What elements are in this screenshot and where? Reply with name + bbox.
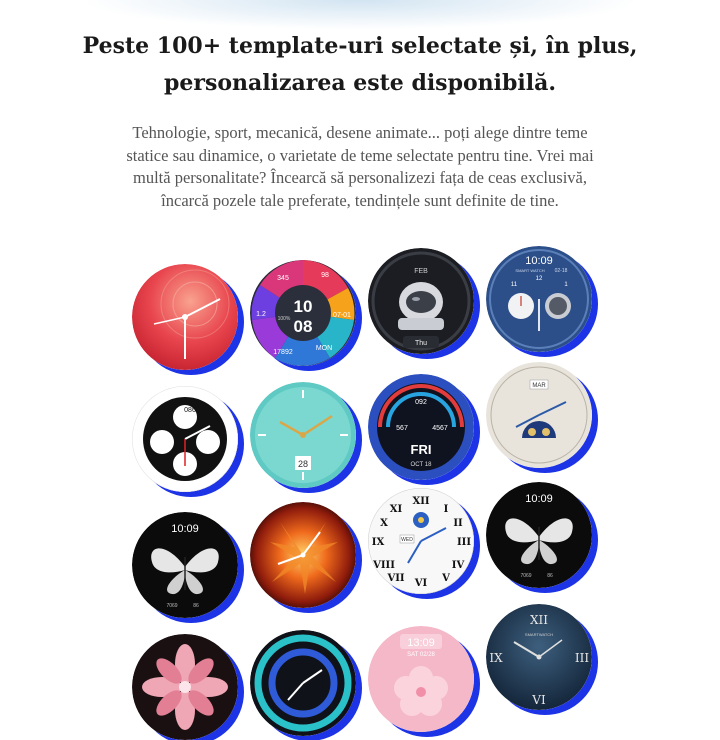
svg-text:III: III <box>456 537 472 548</box>
face8-month: MAR <box>532 383 546 389</box>
face15-date: SAT 02/28 <box>407 652 435 658</box>
face4-brand: SMART WATCH <box>515 268 545 273</box>
description <box>40 122 680 212</box>
face3-date: FEB <box>414 268 428 275</box>
watch-face-moonphase-classic <box>486 362 592 468</box>
face11-day: WED <box>401 537 413 543</box>
description-line-4: încarcă pozele tale preferate, tendințele sunt definite de tine. <box>161 190 559 210</box>
face2-minute: 08 <box>293 317 313 336</box>
face3-day: Thu <box>414 340 428 347</box>
face7-cal: 567 <box>396 425 408 432</box>
svg-text:IX: IX <box>489 651 503 665</box>
face7-steps: 4567 <box>432 425 448 432</box>
face2-center-left: 100% <box>277 316 291 322</box>
face12-steps: 7069 <box>520 573 532 579</box>
face6-date: 28 <box>297 459 309 469</box>
svg-text:XII: XII <box>412 496 430 507</box>
face9-steps: 7069 <box>166 603 178 609</box>
watch-face-colorful-digital <box>250 260 356 366</box>
watch-face-pink-flower <box>132 634 238 740</box>
svg-text:II: II <box>453 518 463 529</box>
svg-text:X: X <box>380 518 388 529</box>
watch-face-pink-digital <box>368 626 474 732</box>
face16-brand: SMARTWATCH <box>524 632 554 637</box>
headline <box>0 28 720 102</box>
svg-text:XII: XII <box>529 613 549 627</box>
svg-text:VI: VI <box>532 693 546 707</box>
svg-text:VI: VI <box>414 578 428 589</box>
face4-mark-1: 1 <box>564 282 568 288</box>
description-line-1: Tehnologie, sport, mecanică, desene animate... poți alege dintre teme <box>132 123 588 142</box>
face7-date: OCT 18 <box>410 462 432 468</box>
svg-text:IV: IV <box>451 560 465 571</box>
description-line-2: statice sau dinamice, o varietate de teme selectate pentru tine. Vrei mai <box>126 145 594 165</box>
face15-time: 13:09 <box>407 637 435 649</box>
face2-left: 1.2 <box>256 311 266 318</box>
watch-face-navy-roman <box>486 604 592 710</box>
description-line-3: multă personalitate? Încearcă să personalizezi fața de ceas exclusivă, <box>133 168 587 187</box>
watch-face-blue-chronograph <box>486 246 592 352</box>
svg-text:VII: VII <box>387 573 405 584</box>
top-glow <box>80 0 640 30</box>
watch-face-butterfly-black <box>132 512 238 618</box>
face2-hour: 10 <box>293 297 313 316</box>
svg-text:IX: IX <box>371 537 385 548</box>
face4-mark-11: 11 <box>510 282 518 288</box>
svg-text:III: III <box>574 651 590 665</box>
face2-bottom-left: 17892 <box>273 349 293 356</box>
watch-face-sport-rings <box>368 374 474 480</box>
face4-date: 02-18 <box>554 268 568 274</box>
face4-time: 10:09 <box>525 255 553 267</box>
svg-text:VIII: VIII <box>373 560 395 571</box>
watch-face-gallery <box>128 226 598 720</box>
watch-face-teal-rings <box>250 630 356 736</box>
svg-text:V: V <box>442 573 450 584</box>
face2-bottom-right: MON <box>315 345 333 352</box>
watch-face-astronaut <box>368 248 474 354</box>
face12-time: 10:09 <box>525 493 553 505</box>
face7-day: FRI <box>410 442 432 457</box>
face12-heart: 86 <box>547 573 553 579</box>
face9-heart: 86 <box>193 603 199 609</box>
headline-line-2: personalizarea este disponibilă. <box>164 70 556 96</box>
svg-text:XI: XI <box>389 504 403 515</box>
watch-face-roman-white <box>368 488 474 594</box>
face2-top-right: 98 <box>321 272 329 279</box>
watch-face-black-white-chrono <box>132 386 238 492</box>
face2-right: 07-01 <box>333 312 351 319</box>
watch-face-butterfly-black-2 <box>486 482 592 588</box>
svg-text:I: I <box>443 504 449 515</box>
watch-face-red-gradient <box>132 264 238 370</box>
headline-line-1: Peste 100+ template-uri selectate și, în plus, <box>82 33 638 59</box>
face4-mark-12: 12 <box>535 276 543 282</box>
face7-bpm: 092 <box>415 399 427 406</box>
face5-heart-icon: ♥ <box>171 407 177 414</box>
watch-face-teal-gold <box>250 382 356 488</box>
face5-heart: 086 <box>184 407 196 414</box>
face2-top-left: 345 <box>277 275 289 282</box>
watch-face-fire-flower <box>250 502 356 608</box>
face9-time: 10:09 <box>171 523 199 535</box>
